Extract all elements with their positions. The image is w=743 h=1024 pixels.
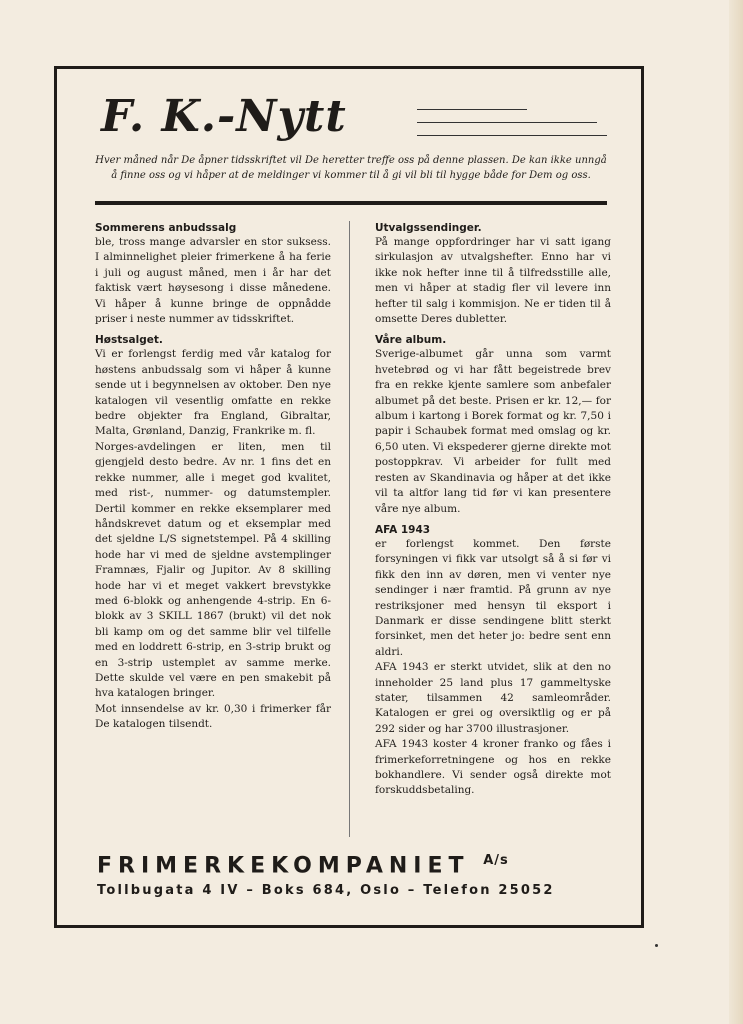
advertisement-frame (54, 66, 644, 928)
paragraph: Mot innsendelse av kr. 0,30 i frimerker får De katalogen tilsendt. (95, 702, 331, 731)
paragraph: Vi er forlengst ferdig med vår katalog for høstens anbudssalg som vi håper å kunne sende ut i begynnelsen av oktober. Den nye katalogen vil vesentlig omfatte en rekke bedre objekter fra England, Gibraltar, Malta, Grønland, Danzig, Frankrike m. fl. (95, 348, 331, 438)
company-name (97, 853, 509, 878)
paragraph: AFA 1943 er sterkt utvidet, slik at den no inneholder 25 land plus 17 gammeltyske stater, tilsammen 42 samleområder. Katalogen er grei og oversiktlig og er på 292 sider og har 3700 illustrasjoner. (375, 661, 611, 735)
section-heading: Sommerens anbudssalg (95, 222, 237, 234)
paragraph: Norges-avdelingen er liten, men til gjengjeld desto bedre. Av nr. 1 fins det en rekke nummer, alle i meget god kvalitet, med rist-, nummer- og datumstempler. Dertil kommer en rekke eksemplarer med håndskrevet datum og et eksemplar med det sjeldne L/S signetstempel. På 4 skilling hode har vi med de sjeldne avstemplinger Framnæs, Fjalir og Jupitor. Av 8 skilling hode har vi et meget vakkert brevstykke med 6-blokk og anhengende 4-strip. En 6-blokk av 3 SKILL 1867 (brukt) vil det nok bli kamp om og det samme blir vel tilfelle med en loddrett 6-strip, en 3-strip brukt og en 3-strip ustemplet av samme merke. Dette skulde vel være en pen smakebit på hva katalogen bringer. (95, 440, 331, 700)
company-suffix: A/s (483, 853, 509, 868)
paragraph: AFA 1943 koster 4 kroner franko og fåes i frimerkeforretningene og hos en rekke bokhandlere. Vi sender også direkte mot forskuddsbetaling. (375, 738, 611, 797)
page-title: F. K.-Nytt (101, 91, 347, 142)
paper-speck (655, 944, 658, 947)
page-edge (729, 0, 743, 1024)
title-rule-2 (417, 122, 597, 123)
column-divider (349, 221, 350, 837)
paragraph: Sverige-albumet går unna som varmt hvetebrød og vi har fått begeistrede brev fra en rekke kjente samlere som anbefaler albumet på det beste. Prisen er kr. 12,— for album i kartong i Borek format og kr. 7,50 i papir i Schaubek format med omslag og kr. 6,50 uten. Vi ekspederer gjerne direkte mot postoppkrav. Vi arbeider for fullt med resten av Skandinavia og håper at det ikke vil ta altfor lang tid før vi kan presentere våre nye album. (375, 348, 611, 515)
company-address: Tollbugata 4 IV – Boks 684, Oslo – Telefon 25052 (97, 883, 555, 898)
section-heading: Høstsalget. (95, 334, 163, 347)
company-name-text: FRIMERKEKOMPANIET (97, 853, 470, 879)
header-divider (95, 201, 607, 205)
section-heading: AFA 1943 (375, 523, 431, 536)
header (57, 69, 641, 203)
intro-text: Hver måned når De åpner tidsskriftet vil De heretter treffe oss på denne plassen. De kan ikke unngå å finne oss og vi håper at de meldinger vi kommer til å gi vil bli til hygge både for Dem og oss. (95, 155, 607, 181)
paragraph: På mange oppfordringer har vi satt igang sirkulasjon av utvalgshefter. Enno har vi ikke nok hefter inne til å tilfredsstille alle, men vi håper at stadig fler vil levere inn hefter til salg i kommisjon. Ne er tiden til å omsette Deres dubletter. (375, 236, 611, 326)
paragraph: ble, tross mange advarsler en stor suksess. I alminnelighet pleier frimerkene å ha ferie i juli og august måned, men i år har det faktisk vært høysesong i disse månedene. Vi håper å kunne bringe de oppnådde priser i neste nummer av tidsskriftet. (95, 236, 331, 326)
section-heading: Våre album. (375, 334, 447, 347)
title-rule-3 (417, 135, 607, 136)
left-column (95, 221, 331, 733)
section-heading: Utvalgssendinger. (375, 222, 482, 234)
title-rule-1 (417, 109, 527, 110)
right-column (375, 221, 611, 799)
paragraph: er forlengst kommet. Den første forsyningen vi fikk var utsolgt så å si før vi fikk den inn av døren, men vi venter nye sendinger i nær framtid. På grunn av nye restriksjoner med hensyn til eksport i Danmark er disse sendingene blitt sterkt forsinket, men det heter jo: bedre sent enn aldri. (375, 537, 611, 658)
